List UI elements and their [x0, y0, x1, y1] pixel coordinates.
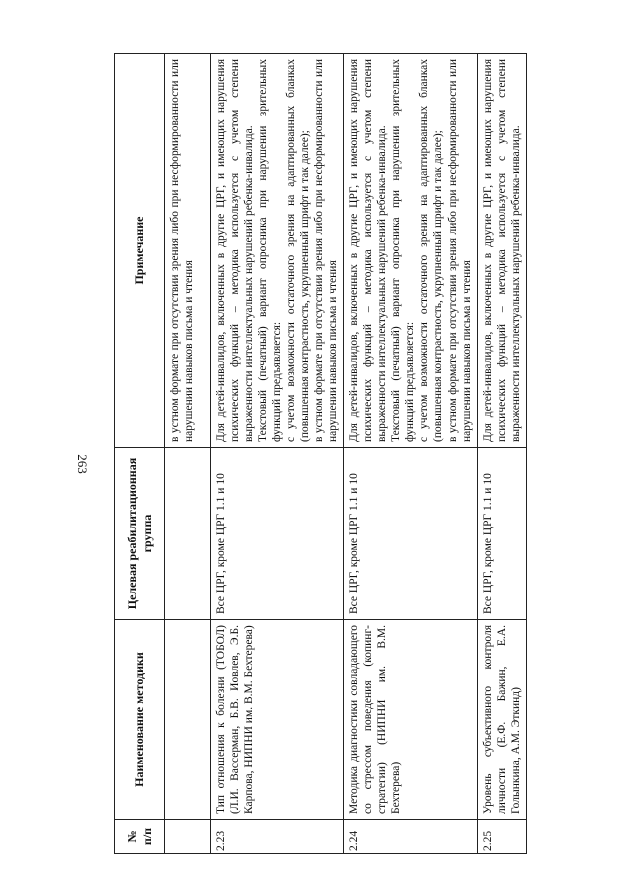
header-group: Целевая реабилитационная группа	[115, 448, 165, 620]
method-name: Тип отношения к болезни (ТОБОЛ) (Л.И. Вассерман, Б.В. Иовлев, Э.Б. Карпова, НИПНИ им. В.М. Бехтерева)	[211, 620, 344, 820]
table-row	[165, 54, 211, 854]
note-paragraph: в устном формате при отсутствии зрения либо при несформированности или нарушении навыков письма и чтения	[313, 59, 340, 442]
table-header-row	[115, 54, 165, 854]
method-name	[165, 620, 211, 820]
header-num: № п/п	[115, 820, 165, 854]
note-cell	[211, 54, 344, 448]
table-row	[477, 54, 526, 854]
note-paragraph: в устном формате при отсутствии зрения либо при несформированности или нарушении навыков письма и чтения	[169, 59, 196, 442]
row-num: 2.24	[344, 820, 477, 854]
note-paragraph: Текстовый (печатный) вариант опросника при нарушении зрительных функций предъявляется:	[390, 59, 417, 442]
note-paragraph: с учетом возможности остаточного зрения на адаптированных бланках (повышенная контрастность, укрупненный шрифт и так далее);	[418, 59, 445, 442]
methods-table	[114, 53, 527, 854]
method-name: Уровень субъективного контроля личности (Е.Ф. Бажин, Е.А. Голынкина, А.М. Эткинд)	[477, 620, 526, 820]
row-num: 2.23	[211, 820, 344, 854]
row-num: 2.25	[477, 820, 526, 854]
page-number: 263	[75, 454, 90, 474]
note-cell	[165, 54, 211, 448]
row-num	[165, 820, 211, 854]
note-paragraph: Текстовый (печатный) вариант опросника при нарушении зрительных функций предъявляется:	[257, 59, 284, 442]
method-name: Методика диагностики совладающего со стрессом поведения (копинг-стратегии) (НИПНИ им. В.М. Бехтерева)	[344, 620, 477, 820]
target-group	[165, 448, 211, 620]
note-paragraph: Для детей-инвалидов, включенных в другие ЦРГ, и имеющих нарушения психических функций – методика используется с учетом степени выраженности интеллектуальных нарушений ребенка-инвалида.	[481, 59, 522, 442]
table-row	[211, 54, 344, 854]
table-row	[344, 54, 477, 854]
target-group: Все ЦРГ, кроме ЦРГ 1.1 и 10	[344, 448, 477, 620]
header-name: Наименование методики	[115, 620, 165, 820]
target-group: Все ЦРГ, кроме ЦРГ 1.1 и 10	[211, 448, 344, 620]
header-note: Примечание	[115, 54, 165, 448]
note-paragraph: с учетом возможности остаточного зрения на адаптированных бланках (повышенная контрастность, укрупненный шрифт и так далее);	[285, 59, 312, 442]
target-group: Все ЦРГ, кроме ЦРГ 1.1 и 10	[477, 448, 526, 620]
note-cell	[477, 54, 526, 448]
note-paragraph: в устном формате при отсутствии зрения либо при несформированности или нарушении навыков письма и чтения	[446, 59, 473, 442]
note-cell	[344, 54, 477, 448]
note-paragraph: Для детей-инвалидов, включенных в другие ЦРГ, и имеющих нарушения психических функций – методика используется с учетом степени выраженности интеллектуальных нарушений ребенка-инвалида.	[348, 59, 389, 442]
note-paragraph: Для детей-инвалидов, включенных в другие ЦРГ, и имеющих нарушения психических функций – методика используется с учетом степени выраженности интеллектуальных нарушений ребенка-инвалида.	[215, 59, 256, 442]
rotated-table-container	[114, 54, 572, 854]
